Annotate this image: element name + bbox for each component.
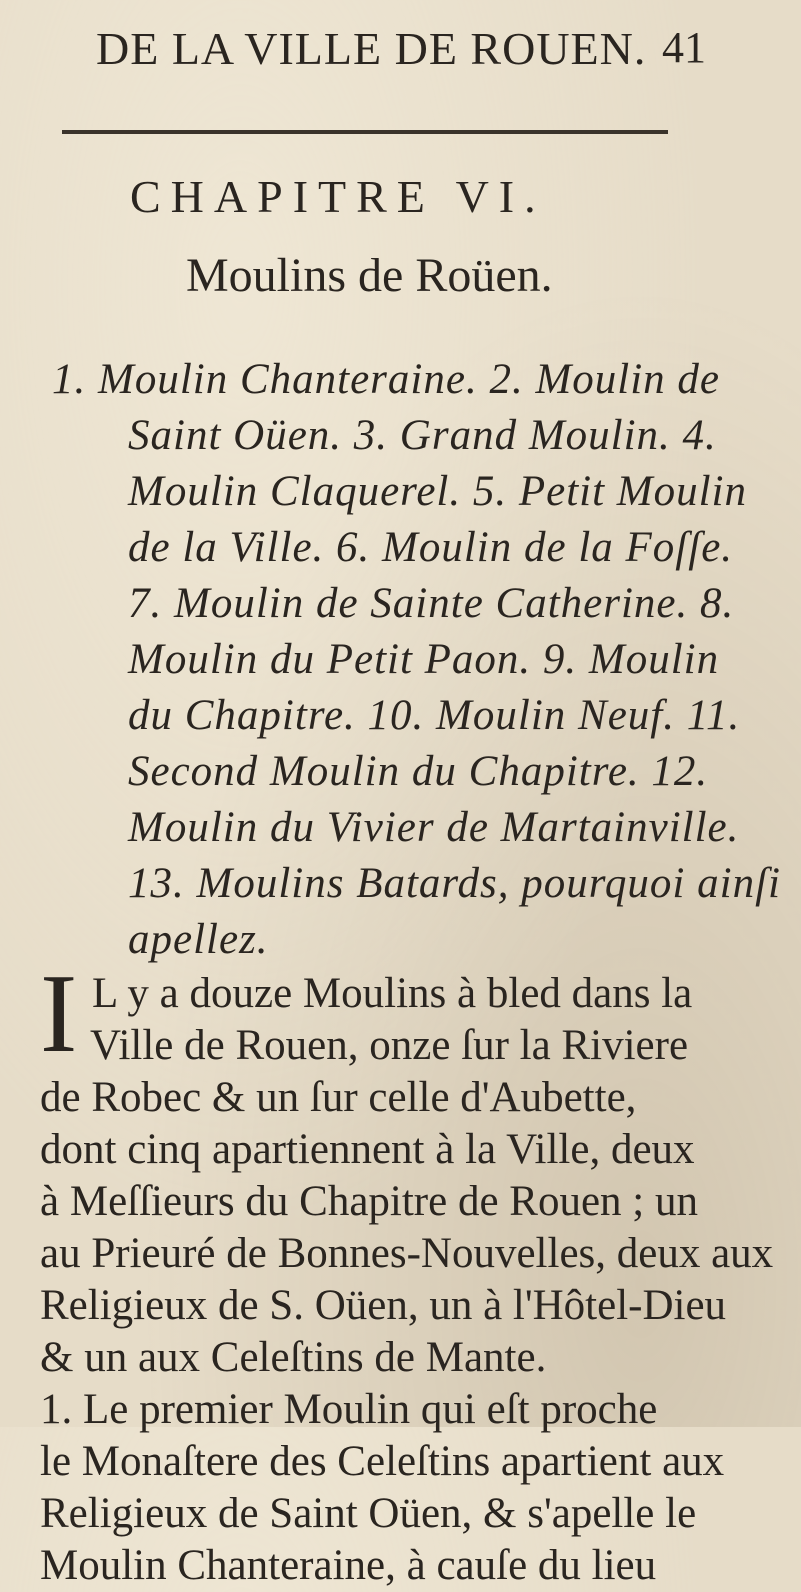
summary-line: 7. Moulin de Sainte Catherine. 8. [128,580,735,627]
chapter-title: CHAPITRE VI. [130,171,546,222]
summary-line: Moulin du Petit Paon. 9. Moulin [128,636,720,683]
body-line: Religieux de Saint Oüen, & s'apelle le [40,1490,697,1537]
summary-line: 13. Moulins Batards, pourquoi ainſi [128,860,781,907]
chapter-summary [52,352,781,968]
summary-line: de la Ville. 6. Moulin de la Foſſe. [128,524,734,571]
summary-line: apellez. [128,916,269,963]
summary-line: Moulin du Vivier de Martainville. [128,804,740,851]
summary-line: Second Moulin du Chapitre. 12. [128,748,709,795]
body-line: Moulin Chanteraine, à cauſe du lieu [40,1542,657,1589]
summary-line: Saint Oüen. 3. Grand Moulin. 4. [128,412,717,459]
body-line: au Prieuré de Bonnes-Nouvelles, deux aux [40,1230,774,1277]
body-line: le Monaſtere des Celeſtins apartient aux [40,1438,725,1485]
body-text [40,968,774,1592]
chapter-subtitle: Moulins de Roüen. [186,249,553,302]
body-line: L y a douze Moulins à bled dans la [92,970,693,1017]
header-rule [62,130,668,134]
summary-line: 1. Moulin Chanteraine. 2. Moulin de [52,356,720,403]
running-head: DE LA VILLE DE ROUEN. [96,23,647,74]
body-line: Ville de Rouen, onze ſur la Riviere [90,1022,689,1069]
body-line: Religieux de S. Oüen, un à l'Hôtel-Dieu [40,1282,727,1329]
body-line: de Robec & un ſur celle d'Aubette, [40,1074,637,1121]
body-line: 1. Le premier Moulin qui eſt proche [40,1386,658,1433]
body-line: à Meſſieurs du Chapitre de Rouen ; un [40,1178,698,1225]
summary-line: Moulin Claquerel. 5. Petit Moulin [128,468,748,515]
summary-line: du Chapitre. 10. Moulin Neuf. 11. [128,692,741,739]
body-line: & un aux Celeſtins de Mante. [40,1334,547,1381]
body-line: dont cinq apartiennent à la Ville, deux [40,1126,695,1173]
drop-cap: I [40,952,78,1076]
page-number: 41 [662,23,706,72]
